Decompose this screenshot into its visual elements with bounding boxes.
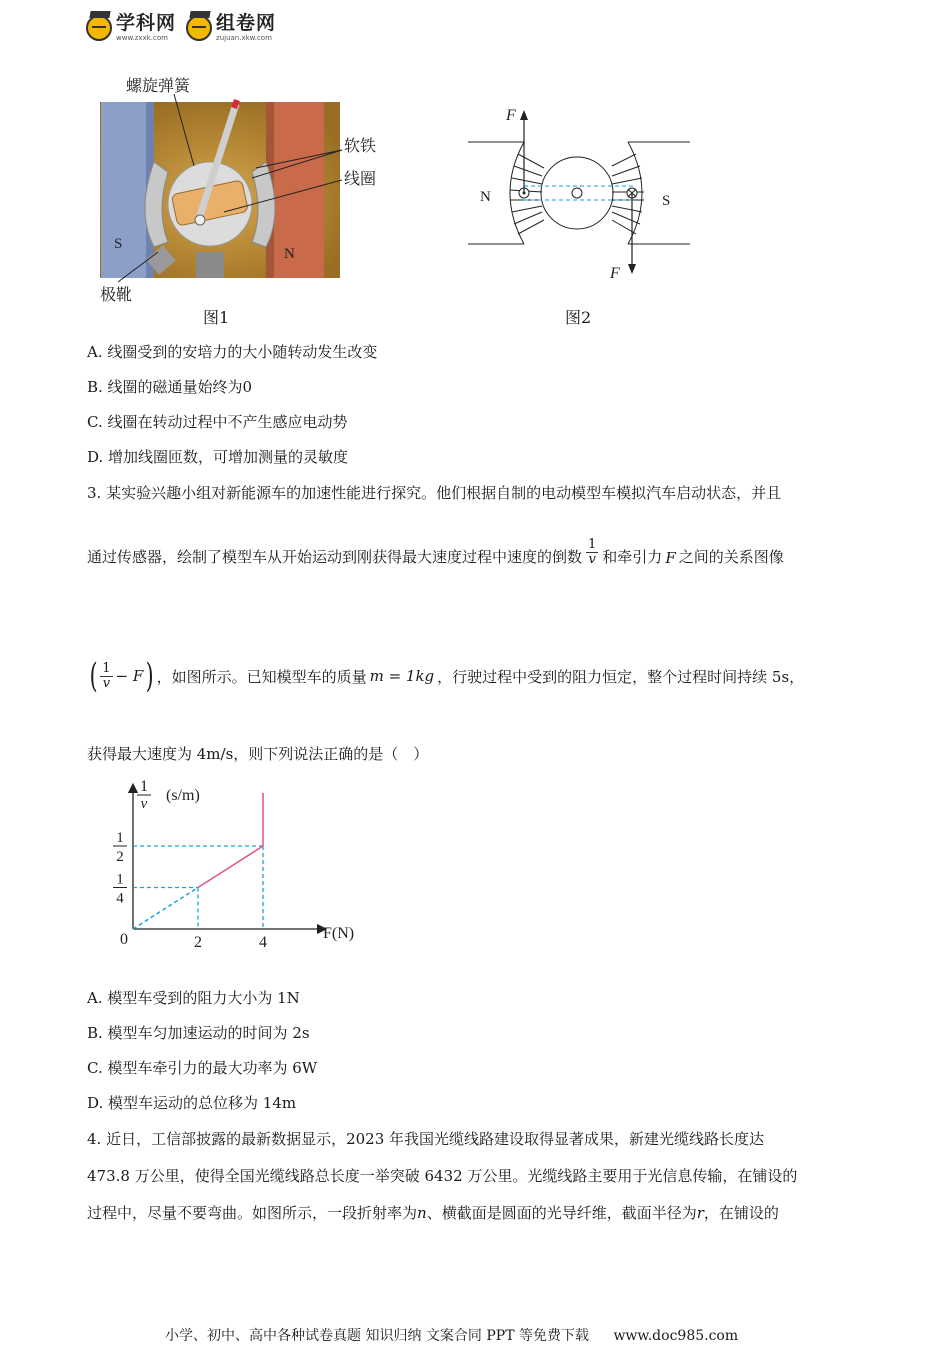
- logo2-url: zujuan.xkw.com: [216, 34, 272, 42]
- mass-expression: m = 1kg: [369, 667, 435, 685]
- figure2-field-diagram: [462, 100, 698, 284]
- iron-label: 软铁: [344, 136, 377, 155]
- q3-chart: [104, 772, 384, 958]
- q3-line3-text-b: ，行驶过程中受到的阻力恒定，整个过程时间持续 5s，: [437, 667, 805, 686]
- q3-force-var: F: [665, 549, 676, 568]
- logo1-url: www.zxxk.com: [116, 34, 168, 42]
- reciprocal-v-fraction: [586, 538, 598, 566]
- pole-s-label: S: [114, 236, 123, 252]
- figure2-caption: 图2: [565, 308, 592, 327]
- figure1-galvanometer: [96, 72, 396, 308]
- q3-line2-text-c: 之间的关系图像: [678, 548, 784, 567]
- q3-line3: [87, 656, 804, 696]
- frac-num: 1: [588, 537, 597, 552]
- y-label-unit: (s/m): [166, 787, 200, 804]
- q3-line2-text-b: 和牵引力: [602, 548, 663, 567]
- spring-label: 螺旋弹簧: [126, 76, 191, 95]
- header-logos: [86, 14, 276, 42]
- frac-den: v: [588, 551, 596, 567]
- q3-option-b: B. 模型车匀加速运动的时间为 2s: [87, 1024, 310, 1042]
- footer-text: 小学、初中、高中各种试卷真题 知识归纳 文案合同 PPT 等免费下载: [165, 1328, 589, 1344]
- field-arrows: [510, 154, 644, 234]
- force-top-label: F: [506, 107, 516, 124]
- logo2-name: 组卷网: [216, 12, 277, 34]
- x-tick-label-1: 4: [259, 934, 267, 951]
- q3-line4: 获得最大速度为 4m/s，则下列说法正确的是（ ）: [87, 745, 429, 763]
- q4-line1: 4. 近日，工信部披露的最新数据显示，2023 年我国光缆线路建设取得显著成果，新建光缆线路长度达: [87, 1130, 765, 1148]
- mascot-icon: [86, 15, 112, 41]
- q4-line2: 473.8 万公里，使得全国光缆线路总长度一举突破 6432 万公里。光缆线路主要用于光信息传输，在铺设的: [87, 1167, 798, 1185]
- q2-option-c: C. 线圈在转动过程中不产生感应电动势: [87, 413, 348, 431]
- series-line-0: [198, 793, 263, 888]
- shoe-label: 极靴: [100, 285, 133, 304]
- q2-option-b: B. 线圈的磁通量始终为0: [87, 378, 253, 396]
- mascot-icon: [186, 15, 212, 41]
- y-tick-den-1: 2: [116, 849, 124, 865]
- coil-label: 线圈: [344, 169, 377, 188]
- origin-label: 0: [120, 931, 128, 948]
- y-tick-num-1: 1: [116, 830, 124, 846]
- y-tick-num-0: 1: [116, 871, 124, 888]
- q2-option-d: D. 增加线圈匝数，可增加测量的灵敏度: [87, 448, 349, 466]
- series-line-1: [133, 888, 198, 930]
- x-label: F(N): [323, 925, 355, 942]
- s-magnet: [101, 102, 146, 278]
- q3-line1: 3. 某实验兴趣小组对新能源车的加速性能进行探究。他们根据自制的电动模型车模拟汽车启动状态，并且: [87, 484, 782, 502]
- y-label-den: v: [140, 796, 148, 812]
- q3-line2: [87, 537, 784, 568]
- y-label-num: 1: [140, 778, 148, 795]
- footer-url[interactable]: www.doc985.com: [613, 1328, 739, 1344]
- q3-option-a: A. 模型车受到的阻力大小为 1N: [87, 989, 300, 1007]
- q3-option-c: C. 模型车牵引力的最大功率为 6W: [87, 1059, 318, 1077]
- x-tick-label-0: 2: [194, 934, 202, 951]
- q3-option-d: D. 模型车运动的总位移为 14m: [87, 1094, 297, 1112]
- q3-line3-text-a: ，如图所示。已知模型车的质量: [156, 667, 367, 686]
- refractive-index-var: n: [417, 1204, 427, 1222]
- figure1-caption: 图1: [203, 308, 230, 327]
- radius-var: r: [696, 1204, 704, 1222]
- logo1-name: 学科网: [116, 12, 177, 34]
- fig2-pole-n: N: [480, 189, 491, 205]
- fig2-pole-s: S: [662, 193, 671, 209]
- n-magnet: [274, 102, 324, 278]
- graph-name-expression: ( $\frac{1}{v}$ − F ): [89, 656, 154, 696]
- y-tick-den-0: 4: [116, 890, 124, 907]
- force-bottom-label: F: [610, 265, 620, 282]
- pole-n-label: N: [284, 246, 295, 262]
- xuekewang-logo[interactable]: [86, 14, 176, 42]
- q2-option-a: A. 线圈受到的安培力的大小随转动发生改变: [87, 343, 378, 361]
- zujuanwang-logo[interactable]: [186, 14, 276, 42]
- footer: [165, 1325, 738, 1345]
- q3-line2-text-a: 通过传感器，绘制了模型车从开始运动到刚获得最大速度过程中速度的倒数: [87, 548, 583, 567]
- q4-line3: 过程中，尽量不要弯曲。如图所示，一段折射率为n、横截面是圆面的光导纤维，截面半径为r，在铺设的: [87, 1204, 779, 1222]
- paren-fraction: $\frac{1}{v}$: [102, 660, 111, 691]
